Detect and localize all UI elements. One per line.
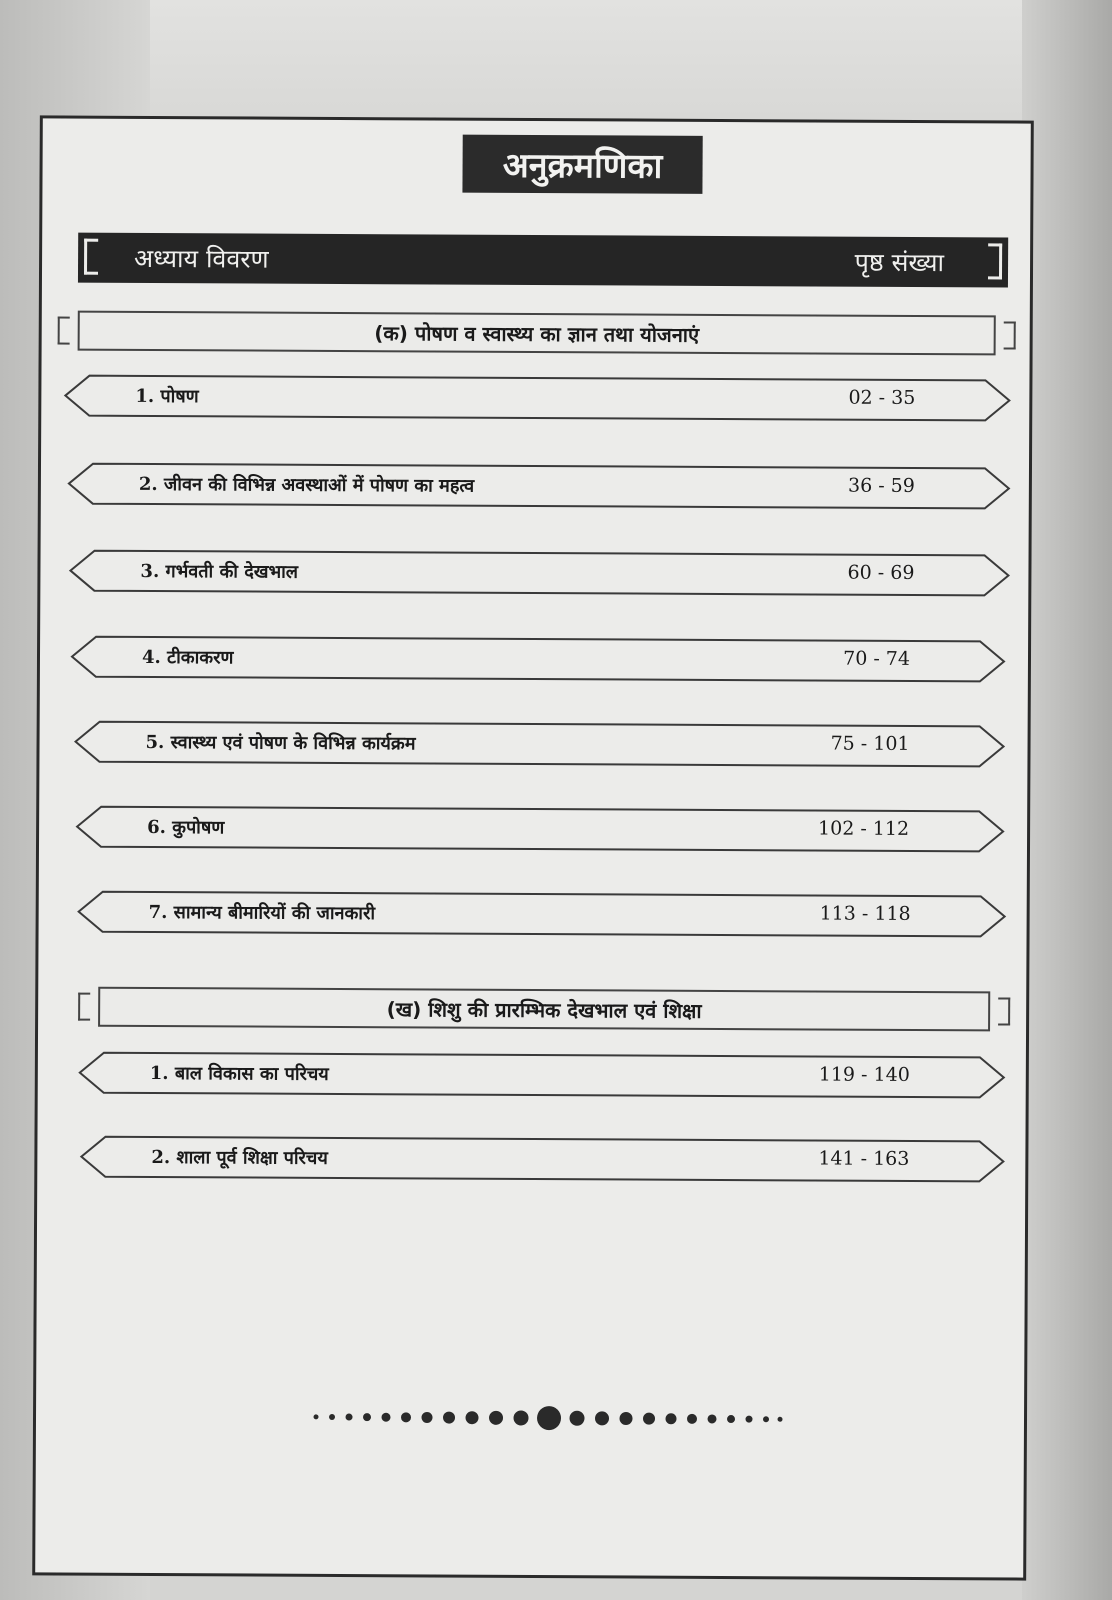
item-label: 3. गर्भवती की देखभाल bbox=[140, 560, 299, 583]
item-label: 4. टीकाकरण bbox=[141, 646, 234, 669]
ornament-left-icon bbox=[84, 239, 98, 275]
list-item[interactable] bbox=[68, 549, 1010, 598]
ornament-right-icon bbox=[988, 243, 1002, 279]
item-pages: 36 - 59 bbox=[847, 474, 915, 497]
item-label: 1. पोषण bbox=[135, 385, 199, 408]
dot-separator-icon bbox=[306, 1402, 786, 1435]
item-pages: 02 - 35 bbox=[848, 386, 916, 409]
item-pages: 141 - 163 bbox=[818, 1147, 910, 1170]
list-item[interactable] bbox=[67, 462, 1011, 511]
list-item[interactable] bbox=[63, 374, 1011, 423]
header-page-label: पृष्ठ संख्या bbox=[854, 247, 945, 278]
section-b-label: (ख) शिशु की प्रारम्भिक देखभाल एवं शिक्षा bbox=[386, 996, 702, 1023]
list-item[interactable] bbox=[70, 635, 1006, 684]
section-a-label: (क) पोषण व स्वास्थ्य का ज्ञान तथा योजनाएं bbox=[374, 320, 700, 347]
item-pages: 102 - 112 bbox=[818, 817, 910, 840]
page-title: अनुक्रमणिका bbox=[462, 135, 702, 194]
item-label: 2. जीवन की विभिन्न अवस्थाओं में पोषण का महत्व bbox=[138, 473, 475, 497]
item-pages: 119 - 140 bbox=[818, 1063, 910, 1086]
section-a-title bbox=[78, 311, 996, 356]
item-pages: 70 - 74 bbox=[843, 647, 911, 670]
ornament-left-icon bbox=[58, 317, 70, 345]
item-label: 6. कुपोषण bbox=[147, 816, 225, 839]
background-top bbox=[0, 0, 1112, 120]
table-header bbox=[78, 233, 1008, 288]
list-item[interactable] bbox=[73, 720, 1005, 769]
item-label: 2. शाला पूर्व शिक्षा परिचय bbox=[151, 1147, 328, 1169]
list-item[interactable] bbox=[75, 805, 1005, 854]
background-right bbox=[1022, 0, 1112, 1600]
item-label: 7. सामान्य बीमारियों की जानकारी bbox=[148, 901, 376, 925]
header-chapter-label: अध्याय विवरण bbox=[134, 243, 269, 274]
item-pages: 60 - 69 bbox=[847, 561, 915, 584]
section-b-title bbox=[98, 987, 990, 1032]
ornament-right-icon bbox=[1004, 321, 1016, 349]
ornament-right-icon bbox=[998, 997, 1010, 1025]
item-label: 1. बाल विकास का परिचय bbox=[149, 1062, 329, 1085]
item-label: 5. स्वास्थ्य एवं पोषण के विभिन्न कार्यक्रम bbox=[145, 731, 416, 755]
list-item[interactable] bbox=[79, 1135, 1005, 1184]
ornament-left-icon bbox=[78, 993, 90, 1021]
item-pages: 113 - 118 bbox=[819, 902, 911, 925]
item-pages: 75 - 101 bbox=[830, 732, 910, 755]
list-item[interactable] bbox=[77, 890, 1007, 939]
list-item[interactable] bbox=[78, 1051, 1006, 1100]
index-page bbox=[32, 115, 1034, 1580]
